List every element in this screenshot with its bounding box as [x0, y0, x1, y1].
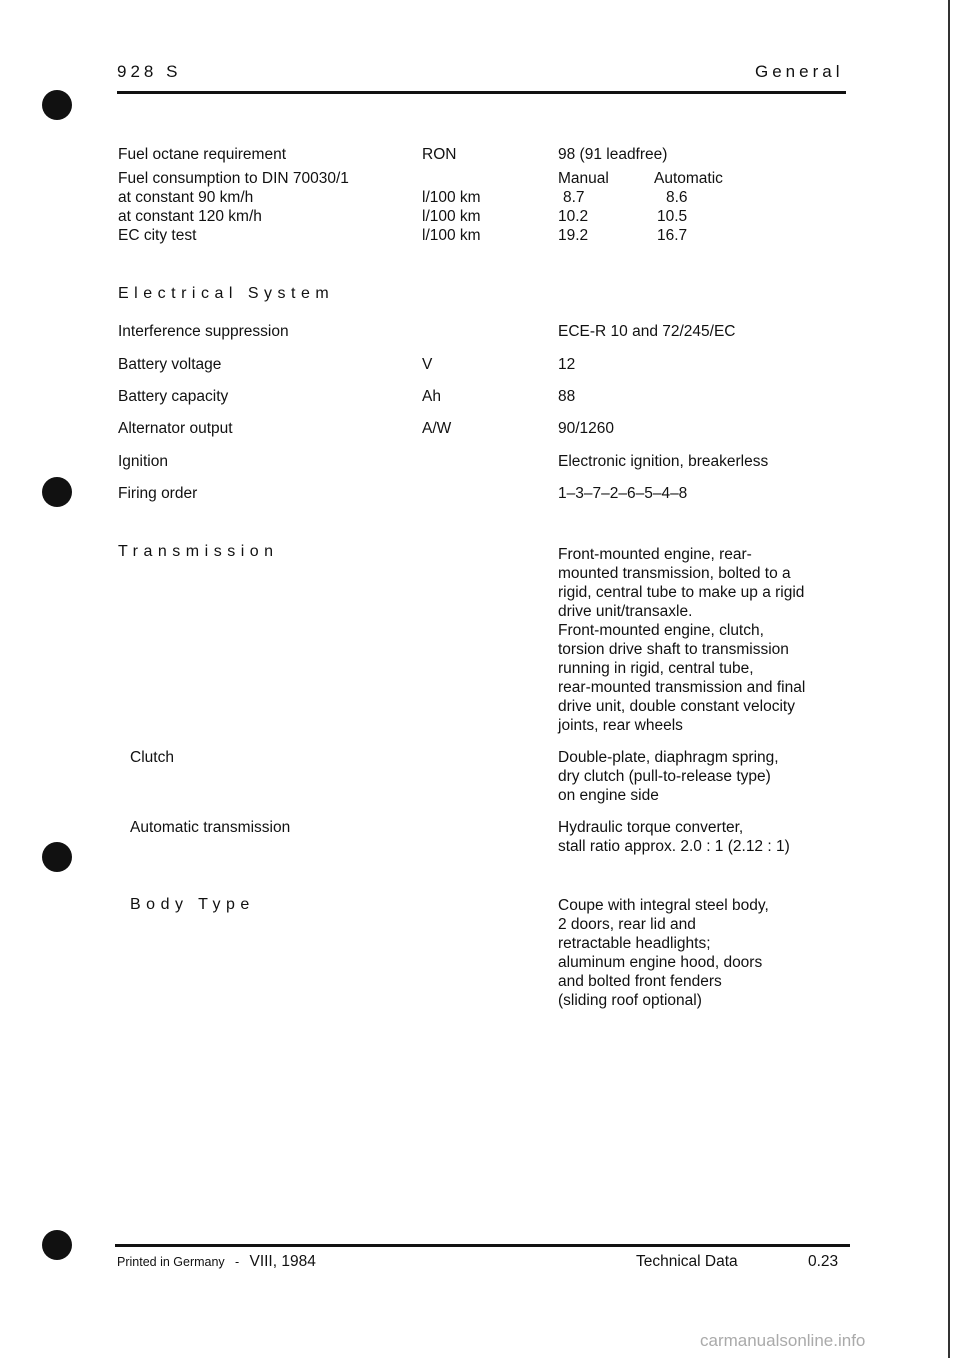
electrical-label: Interference suppression: [118, 323, 289, 340]
automatic-label: Automatic transmission: [130, 819, 291, 836]
body-line: retractable headlights;: [558, 935, 711, 952]
transmission-line: Front-mounted engine, clutch,: [558, 622, 764, 639]
transmission-line: running in rigid, central tube,: [558, 660, 754, 677]
electrical-label: Ignition: [118, 453, 168, 470]
electrical-value: 90/1260: [558, 420, 615, 437]
header-model: 928 S: [117, 62, 182, 81]
transmission-line: rear-mounted transmission and final: [558, 679, 806, 696]
binder-hole: [42, 90, 72, 120]
section-electrical-title: Electrical System: [118, 285, 335, 302]
col-manual: Manual: [558, 170, 609, 187]
automatic-line: stall ratio approx. 2.0 : 1 (2.12 : 1): [558, 838, 790, 855]
consumption-row-unit: l/100 km: [422, 189, 481, 206]
electrical-unit: Ah: [422, 388, 441, 405]
clutch-line: on engine side: [558, 787, 659, 804]
octane-value: 98 (91 leadfree): [558, 146, 668, 163]
col-automatic: Automatic: [654, 170, 723, 187]
section-body-title: Body Type: [130, 896, 255, 913]
transmission-line: rigid, central tube to make up a rigid: [558, 584, 805, 601]
transmission-line: joints, rear wheels: [558, 717, 683, 734]
footer-rule: [115, 1244, 850, 1247]
clutch-label: Clutch: [130, 749, 174, 766]
consumption-row-label: EC city test: [118, 227, 197, 244]
body-line: aluminum engine hood, doors: [558, 954, 763, 971]
consumption-row-label: at constant 90 km/h: [118, 189, 254, 206]
consumption-row-automatic: 8.6: [666, 189, 688, 206]
transmission-line: drive unit, double constant velocity: [558, 698, 795, 715]
electrical-label: Alternator output: [118, 420, 233, 437]
header-section: General: [755, 62, 844, 81]
footer-page-number: 0.23: [808, 1253, 839, 1270]
consumption-row-unit: l/100 km: [422, 227, 481, 244]
transmission-line: drive unit/transaxle.: [558, 603, 693, 620]
octane-unit: RON: [422, 146, 457, 163]
page-edge-line: [948, 0, 950, 1358]
electrical-unit: V: [422, 356, 433, 373]
electrical-value: 1–3–7–2–6–5–4–8: [558, 485, 688, 502]
body-line: and bolted front fenders: [558, 973, 722, 990]
automatic-line: Hydraulic torque converter,: [558, 819, 744, 836]
octane-label: Fuel octane requirement: [118, 146, 287, 163]
consumption-row-label: at constant 120 km/h: [118, 208, 262, 225]
consumption-row-manual: 10.2: [558, 208, 589, 225]
consumption-row-automatic: 10.5: [657, 208, 688, 225]
consumption-row-unit: l/100 km: [422, 208, 481, 225]
footer-separator: -: [235, 1255, 240, 1269]
clutch-line: dry clutch (pull-to-release type): [558, 768, 771, 785]
electrical-label: Firing order: [118, 485, 198, 502]
electrical-label: Battery capacity: [118, 388, 229, 405]
footer-printed-label: Printed in Germany: [117, 1255, 225, 1269]
watermark: carmanualsonline.info: [700, 1331, 866, 1350]
consumption-row-automatic: 16.7: [657, 227, 688, 244]
electrical-value: 88: [558, 388, 576, 405]
binder-hole: [42, 842, 72, 872]
transmission-line: mounted transmission, bolted to a: [558, 565, 791, 582]
footer-printed: [117, 1253, 316, 1271]
transmission-line: torsion drive shaft to transmission: [558, 641, 789, 658]
body-line: (sliding roof optional): [558, 992, 702, 1009]
clutch-line: Double-plate, diaphragm spring,: [558, 749, 779, 766]
binder-hole: [42, 1230, 72, 1260]
body-line: 2 doors, rear lid and: [558, 916, 696, 933]
consumption-label: Fuel consumption to DIN 70030/1: [118, 170, 349, 187]
electrical-value: 12: [558, 356, 576, 373]
transmission-line: Front-mounted engine, rear-: [558, 546, 752, 563]
electrical-value: Electronic ignition, breakerless: [558, 453, 769, 470]
footer-date: VIII, 1984: [249, 1253, 316, 1270]
footer-doc-title: Technical Data: [636, 1253, 738, 1270]
binder-hole: [42, 477, 72, 507]
section-transmission-title: Transmission: [118, 543, 279, 560]
electrical-label: Battery voltage: [118, 356, 222, 373]
electrical-unit: A/W: [422, 420, 452, 437]
electrical-value: ECE-R 10 and 72/245/EC: [558, 323, 736, 340]
header-rule: [117, 91, 846, 94]
consumption-row-manual: 8.7: [563, 189, 585, 206]
consumption-row-manual: 19.2: [558, 227, 589, 244]
body-line: Coupe with integral steel body,: [558, 897, 769, 914]
